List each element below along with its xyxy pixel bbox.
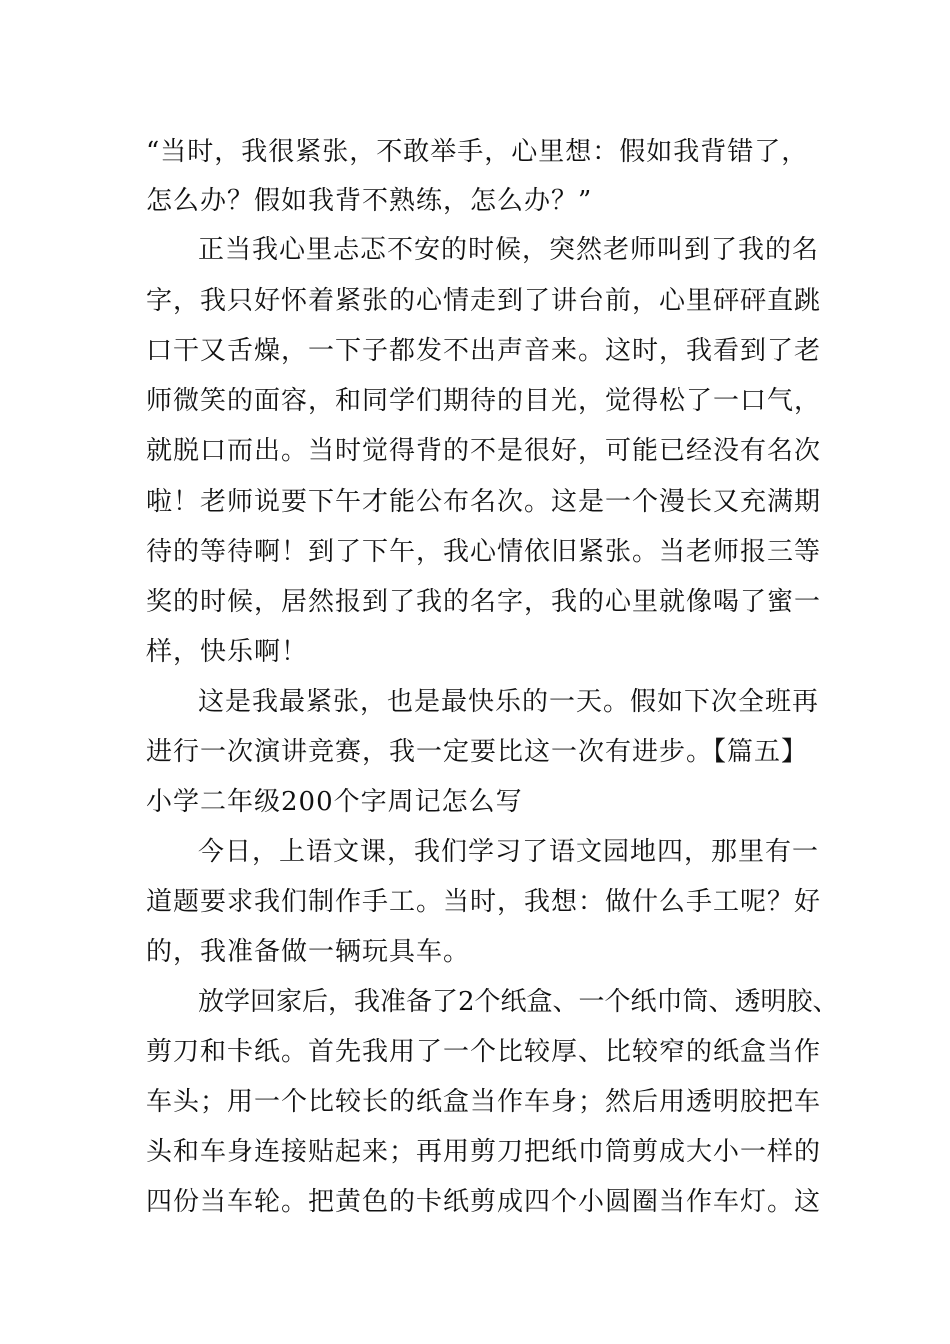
paragraph-start-line: 今日，上语文课，我们学习了语文园地四，那里有一: [198, 837, 820, 867]
text-line: 车头；用一个比较长的纸盒当作车身；然后用透明胶把车: [146, 1087, 822, 1117]
paragraph-start-line: 这是我最紧张，也是最快乐的一天。假如下次全班再: [198, 687, 820, 717]
text-line: 师微笑的面容，和同学们期待的目光，觉得松了一口气，: [146, 386, 822, 416]
text-line: 字，我只好怀着紧张的心情走到了讲台前，心里砰砰直跳: [146, 286, 822, 316]
text-line: 口干又舌燥，一下子都发不出声音来。这时，我看到了老: [146, 336, 822, 366]
text-line: 的，我准备做一辆玩具车。: [146, 937, 471, 967]
text-line: 剪刀和卡纸。首先我用了一个比较厚、比较窄的纸盒当作: [146, 1037, 822, 1067]
text-line: 四份当车轮。把黄色的卡纸剪成四个小圆圈当作车灯。这: [146, 1187, 822, 1217]
text-line: 进行一次演讲竞赛，我一定要比这一次有进步。【篇五】: [146, 737, 809, 767]
text-line: 样，快乐啊！: [146, 637, 309, 667]
text-line: 啦！老师说要下午才能公布名次。这是一个漫长又充满期: [146, 487, 822, 517]
paragraph-start-line: 正当我心里忐忑不安的时候，突然老师叫到了我的名: [198, 235, 820, 265]
text-line: 怎么办？假如我背不熟练，怎么办？”: [146, 186, 593, 216]
text-line: “当时，我很紧张，不敢举手，心里想：假如我背错了，: [146, 137, 809, 167]
text-line: 奖的时候，居然报到了我的名字，我的心里就像喝了蜜一: [146, 587, 822, 617]
text-line: 头和车身连接贴起来；再用剪刀把纸巾筒剪成大小一样的: [146, 1137, 822, 1167]
text-line: 待的等待啊！到了下午，我心情依旧紧张。当老师报三等: [146, 537, 822, 567]
text-line: 道题要求我们制作手工。当时，我想：做什么手工呢？好: [146, 887, 822, 917]
paragraph-start-line: 放学回家后，我准备了2个纸盒、一个纸巾筒、透明胶、: [198, 987, 839, 1017]
section-title-line: 小学二年级200个字周记怎么写: [146, 787, 523, 817]
text-line: 就脱口而出。当时觉得背的不是很好，可能已经没有名次: [146, 436, 822, 466]
